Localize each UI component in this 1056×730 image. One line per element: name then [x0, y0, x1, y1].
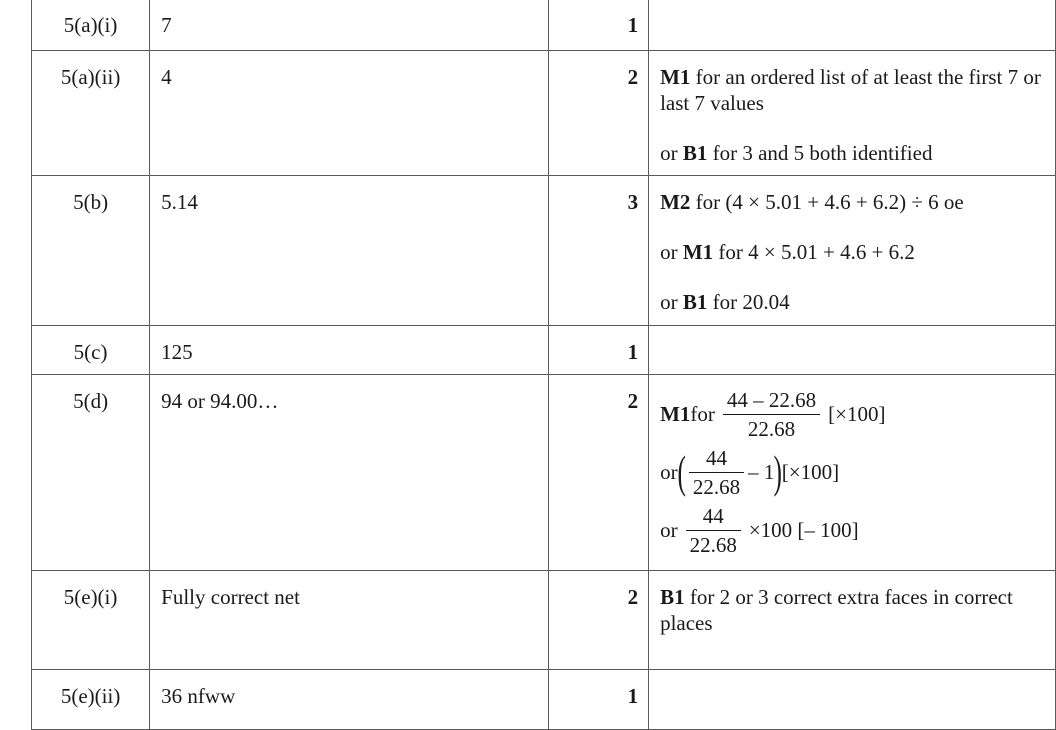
guidance-line [660, 64, 1049, 116]
guidance-cell [649, 0, 1056, 51]
fraction [723, 386, 820, 443]
mark-code: M1 [682, 240, 714, 264]
guidance-line [660, 584, 1049, 636]
mark-code: B1 [682, 141, 708, 165]
mark-code: M1 [660, 402, 691, 426]
answer-cell: 7 [150, 0, 549, 51]
guidance-text: for [690, 402, 715, 426]
mark-scheme-table [31, 0, 1056, 730]
answer-cell: 125 [150, 326, 549, 375]
mark-code: M1 [660, 65, 691, 89]
guidance-suffix: ×100 [– 100] [748, 518, 859, 542]
mark-code: M2 [660, 190, 691, 214]
guidance-cell [649, 670, 1056, 730]
answer-cell: 4 [150, 51, 549, 176]
guidance-text: for (4 × 5.01 + 4.6 + 6.2) ÷ 6 oe [690, 190, 964, 214]
table-row [32, 326, 1056, 375]
question-cell: 5(e)(i) [32, 571, 150, 670]
guidance-suffix: [×100] [828, 402, 886, 426]
open-paren: ( [677, 446, 686, 497]
marks-cell: 2 [548, 51, 648, 176]
guidance-suffix: [×100] [781, 460, 840, 484]
fraction-numerator: 44 – 22.68 [723, 386, 820, 415]
fraction-denominator: 22.68 [747, 416, 796, 441]
guidance-or: or [660, 518, 678, 542]
guidance-minus: – 1 [748, 460, 775, 484]
answer-cell: 36 nfww [150, 670, 549, 730]
guidance-cell [649, 51, 1056, 176]
guidance-line [660, 189, 1049, 215]
close-paren: ) [773, 446, 783, 497]
fraction-numerator: 44 [689, 444, 744, 473]
guidance-line [660, 385, 1049, 443]
table-row [32, 51, 1056, 176]
guidance-cell [649, 571, 1056, 670]
guidance-or: or [660, 141, 683, 165]
question-cell: 5(a)(i) [32, 0, 150, 51]
table-row [32, 670, 1056, 730]
marks-cell: 1 [548, 670, 648, 730]
guidance-cell [649, 176, 1056, 326]
guidance-or: or [660, 460, 678, 484]
answer-cell: 94 or 94.00… [150, 375, 549, 571]
guidance-line [660, 140, 1049, 166]
question-cell: 5(b) [32, 176, 150, 326]
fraction-numerator: 44 [686, 502, 741, 531]
question-cell: 5(c) [32, 326, 150, 375]
marks-cell: 2 [548, 571, 648, 670]
fraction [689, 444, 744, 501]
table-row [32, 375, 1056, 571]
guidance-line [660, 289, 1049, 315]
question-cell: 5(d) [32, 375, 150, 571]
marks-cell: 3 [548, 176, 648, 326]
answer-cell: Fully correct net [150, 571, 549, 670]
fraction-denominator: 22.68 [689, 532, 737, 557]
guidance-text: for 2 or 3 correct extra faces in correct places [660, 585, 1013, 635]
guidance-text: for 4 × 5.01 + 4.6 + 6.2 [713, 240, 915, 264]
fraction [686, 502, 741, 559]
guidance-or: or [660, 240, 683, 264]
guidance-text: for an ordered list of at least the first 7 or last 7 values [660, 65, 1041, 115]
guidance-text: for 20.04 [707, 290, 790, 314]
marks-cell: 2 [548, 375, 648, 571]
fraction-denominator: 22.68 [692, 474, 741, 499]
guidance-or: or [660, 290, 683, 314]
question-cell: 5(a)(ii) [32, 51, 150, 176]
question-cell: 5(e)(ii) [32, 670, 150, 730]
mark-code: B1 [660, 585, 685, 609]
guidance-cell [649, 375, 1056, 571]
guidance-text: for 3 and 5 both identified [707, 141, 933, 165]
marks-cell: 1 [548, 0, 648, 51]
table-row [32, 0, 1056, 51]
answer-cell: 5.14 [150, 176, 549, 326]
mark-code: B1 [682, 290, 708, 314]
guidance-line [660, 501, 1049, 559]
guidance-line [660, 443, 1049, 501]
table-row [32, 176, 1056, 326]
marks-cell: 1 [548, 326, 648, 375]
guidance-line [660, 239, 1049, 265]
guidance-cell [649, 326, 1056, 375]
table-row [32, 571, 1056, 670]
